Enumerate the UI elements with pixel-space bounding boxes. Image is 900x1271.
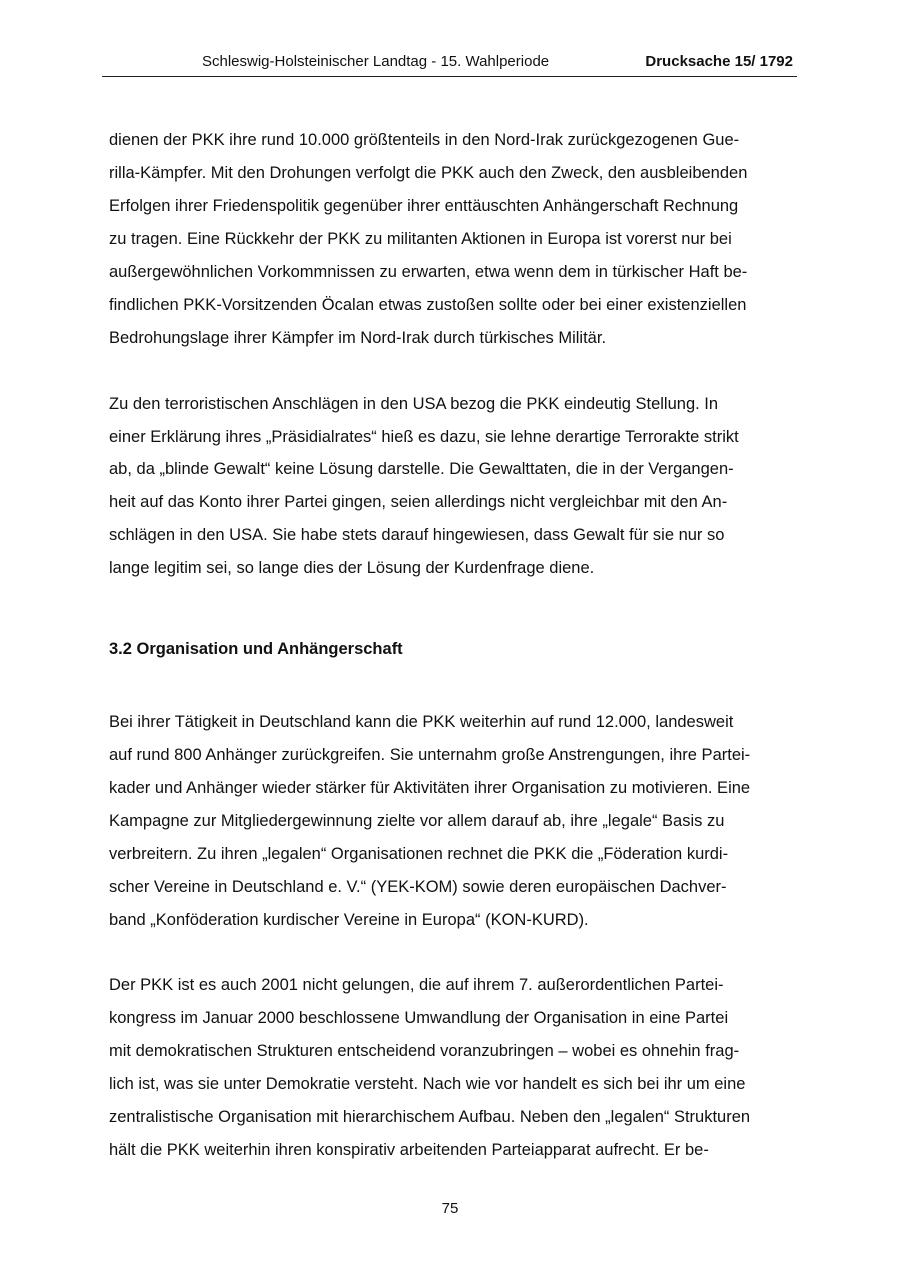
text-line: zu tragen. Eine Rückkehr der PKK zu militanten Aktionen in Europa ist vorerst nur bei bbox=[109, 230, 732, 248]
text-line: zentralistische Organisation mit hierarchischem Aufbau. Neben den „legalen“ Strukturen bbox=[109, 1108, 751, 1126]
text-line: lich ist, was sie unter Demokratie versteht. Nach wie vor handelt es sich bei ihr um eine bbox=[109, 1075, 746, 1093]
text-line: hält die PKK weiterhin ihren konspirativ arbeitenden Parteiapparat aufrecht. Er be- bbox=[109, 1141, 709, 1159]
text-line: verbreitern. Zu ihren „legalen“ Organisationen rechnet die PKK die „Föderation kurdi- bbox=[109, 845, 729, 863]
text-line: Zu den terroristischen Anschlägen in den USA bezog die PKK eindeutig Stellung. In bbox=[109, 395, 719, 413]
text-line: ab, da „blinde Gewalt“ keine Lösung darstelle. Die Gewalttaten, die in der Vergangen- bbox=[109, 460, 734, 478]
text-line: kongress im Januar 2000 beschlossene Umwandlung der Organisation in eine Partei bbox=[109, 1009, 729, 1027]
text-line: findlichen PKK-Vorsitzenden Öcalan etwas zustoßen sollte oder bei einer existenziellen bbox=[109, 296, 747, 314]
text-line: auf rund 800 Anhänger zurückgreifen. Sie unternahm große Anstrengungen, ihre Partei- bbox=[109, 746, 751, 764]
page-number: 75 bbox=[441, 1200, 459, 1217]
text-line: Bei ihrer Tätigkeit in Deutschland kann die PKK weiterhin auf rund 12.000, landesweit bbox=[109, 713, 734, 731]
text-line: Bedrohungslage ihrer Kämpfer im Nord-Irak durch türkisches Militär. bbox=[109, 329, 607, 347]
section-heading: 3.2 Organisation und Anhängerschaft bbox=[109, 640, 403, 658]
text-line: scher Vereine in Deutschland e. V.“ (YEK-KOM) sowie deren europäischen Dachver- bbox=[109, 878, 727, 896]
document-reference: Drucksache 15/ 1792 bbox=[645, 53, 793, 70]
text-line: außergewöhnlichen Vorkommnissen zu erwarten, etwa wenn dem in türkischer Haft be- bbox=[109, 263, 748, 281]
text-line: rilla-Kämpfer. Mit den Drohungen verfolgt die PKK auch den Zweck, den ausbleibenden bbox=[109, 164, 748, 182]
text-line: Kampagne zur Mitgliedergewinnung zielte vor allem darauf ab, ihre „legale“ Basis zu bbox=[109, 812, 725, 830]
text-line: Erfolgen ihrer Friedenspolitik gegenüber ihrer enttäuschten Anhängerschaft Rechnung bbox=[109, 197, 739, 215]
text-line: einer Erklärung ihres „Präsidialrates“ hieß es dazu, sie lehne derartige Terrorakte strikt bbox=[109, 428, 739, 446]
text-line: band „Konföderation kurdischer Vereine in Europa“ (KON-KURD). bbox=[109, 911, 589, 929]
text-line: Der PKK ist es auch 2001 nicht gelungen, die auf ihrem 7. außerordentlichen Partei- bbox=[109, 976, 724, 994]
page-header bbox=[102, 52, 797, 77]
text-line: dienen der PKK ihre rund 10.000 größtenteils in den Nord-Irak zurückgezogenen Gue- bbox=[109, 131, 740, 149]
header-title: Schleswig-Holsteinischer Landtag - 15. Wahlperiode bbox=[202, 53, 550, 70]
text-line: kader und Anhänger wieder stärker für Aktivitäten ihrer Organisation zu motivieren. Eine bbox=[109, 779, 751, 797]
text-line: lange legitim sei, so lange dies der Lösung der Kurdenfrage diene. bbox=[109, 559, 595, 577]
text-line: heit auf das Konto ihrer Partei gingen, seien allerdings nicht vergleichbar mit den An- bbox=[109, 493, 728, 511]
text-line: schlägen in den USA. Sie habe stets darauf hingewiesen, dass Gewalt für sie nur so bbox=[109, 526, 725, 544]
text-line: mit demokratischen Strukturen entscheidend voranzubringen – wobei es ohnehin frag- bbox=[109, 1042, 740, 1060]
